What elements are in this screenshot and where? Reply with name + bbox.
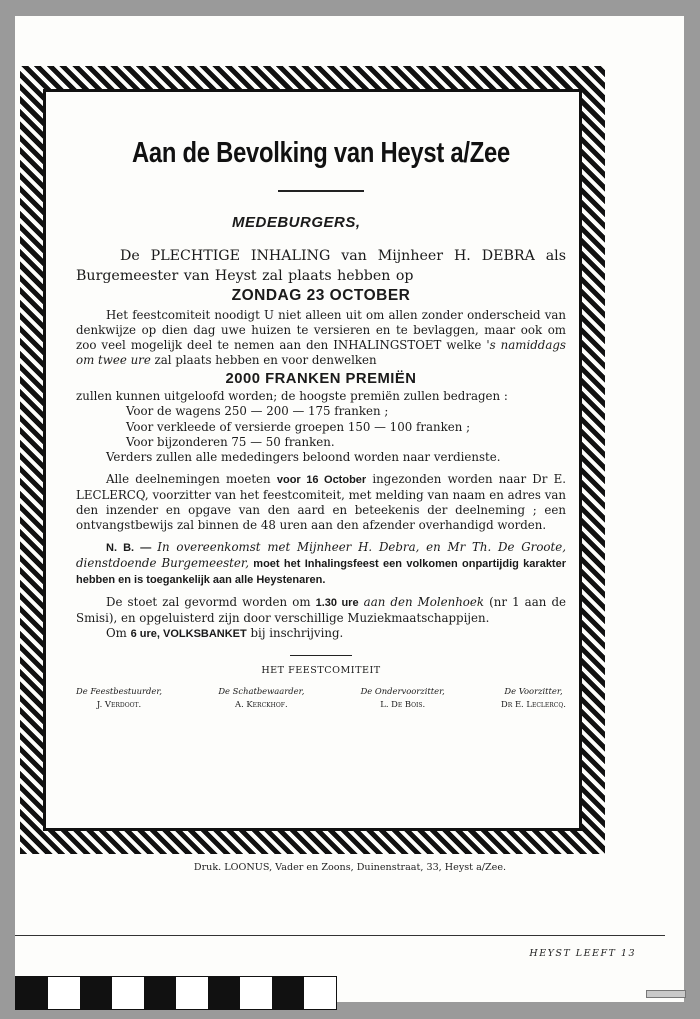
banquet-line <box>76 626 566 642</box>
scanner-marker <box>646 990 686 998</box>
invitation-time: 's namiddags om twee ure <box>76 338 566 368</box>
signatory-role: De Schatbewaarder, <box>218 685 305 696</box>
calibration-block <box>80 977 112 1009</box>
calibration-block <box>208 977 240 1009</box>
prize-wagons: Voor de wagens 250 — 200 — 175 franken ; <box>126 404 389 419</box>
banquet-text: Om <box>106 626 131 641</box>
entries-deadline: voor 16 October <box>276 473 367 486</box>
calibration-block <box>144 977 176 1009</box>
calibration-block <box>240 977 272 1009</box>
prize-individuals: Voor bijzonderen 75 — 50 franken. <box>126 434 335 449</box>
nb-label: N. B. — <box>106 541 158 554</box>
invitation-paragraph <box>76 308 566 369</box>
prizes-intro: zullen kunnen uitgeloofd worden; de hoogste premiën zullen bedragen : <box>76 389 508 404</box>
calibration-block <box>272 977 304 1009</box>
signatory <box>361 685 445 711</box>
signatory-name: J. Verdoot. <box>96 698 142 709</box>
entries-text: Alle deelnemingen moeten <box>106 471 277 486</box>
signatory-role: De Voorzitter, <box>504 685 563 696</box>
invitation-text: Het feestcomiteit noodigt U niet alleen uit om allen zonder onderscheid van denkwijze op dien dag uwe huizen te versieren en te bevlaggen, maar ook om zoo veel mogelijk deel te nemen aan den INHALINGSTOET welke <box>76 307 566 353</box>
prize-groups: Voor verkleede of versierde groepen 150 — 100 franken ; <box>126 419 471 434</box>
entries-text-end: ingezonden worden naar Dr E. LECLERCQ, voorzitter van het feestcomiteit, met melding van naam en adres van den inzender en opgave van den aard en beteekenis der deelneming ; een ontvangstbewijs zal binnen de 48 uren aan den afzender overhandigd worden. <box>76 471 566 533</box>
nb-statement: moet het Inhalingsfeest een volkomen onpartijdig karakter hebben en is toegankelijk aan alle Heystenaren. <box>76 558 566 587</box>
signatory-name: A. Kerckhof. <box>235 698 288 709</box>
calibration-block <box>112 977 144 1009</box>
calibration-strip <box>15 976 337 1010</box>
banquet-text-end: bij inschrijving. <box>246 626 344 641</box>
event-date: ZONDAG 23 OCTOBER <box>231 287 411 305</box>
intro-paragraph: De PLECHTIGE INHALING van Mijnheer H. DEBRA als Burgemeester van Heyst zal plaats hebben op <box>76 248 566 285</box>
signatory-name: L. De Bois. <box>380 698 426 709</box>
invitation-text-end: zal plaats hebben en voor denwelken <box>150 353 377 368</box>
signatures <box>76 685 566 711</box>
poster-body <box>76 134 566 711</box>
page-rule <box>15 935 665 936</box>
committee-title: HET FEESTCOMITEIT <box>76 655 566 678</box>
nb-agreement: In overeenkomst met Mijnheer H. Debra, en Mr Th. De Groote, dienstdoende Burgemeester, <box>76 539 567 571</box>
signatory-role: De Feestbestuurder, <box>76 685 163 696</box>
parade-paragraph <box>76 595 566 627</box>
calibration-block <box>16 977 48 1009</box>
signatory <box>218 685 304 711</box>
banquet-highlight: 6 ure, VOLKSBANKET <box>130 628 247 641</box>
nb-paragraph <box>76 540 566 589</box>
entries-paragraph <box>76 472 566 534</box>
parade-place: aan den Molenhoek <box>358 594 485 609</box>
calibration-block <box>176 977 208 1009</box>
parade-time: 1.30 ure <box>315 596 359 609</box>
page-footer: HEYST LEEFT 13 <box>529 948 636 959</box>
signatory <box>76 685 162 711</box>
printer-credit: Druk. LOONUS, Vader en Zoons, Duinenstraat, 33, Heyst a/Zee. <box>193 862 507 873</box>
parade-text-end: (nr 1 aan de Smisi), en opgeluisterd zijn door verschillige Muziekmaatschappijen. <box>76 594 566 625</box>
rewards-line: Verders zullen alle mededingers beloond worden naar verdienste. <box>106 450 501 465</box>
poster-title: Aan de Bevolking van Heyst a/Zee <box>131 137 511 169</box>
greeting: MEDEBURGERS, <box>232 214 361 231</box>
title-divider <box>278 190 364 192</box>
calibration-block <box>48 977 80 1009</box>
signatory-role: De Ondervoorzitter, <box>360 685 445 696</box>
calibration-block <box>304 977 336 1009</box>
parade-text: De stoet zal gevormd worden om <box>106 594 316 609</box>
prizes-heading: 2000 FRANKEN PREMIËN <box>225 370 417 387</box>
signatory-name: Dr E. Leclercq. <box>501 698 566 709</box>
signatory <box>501 685 566 711</box>
